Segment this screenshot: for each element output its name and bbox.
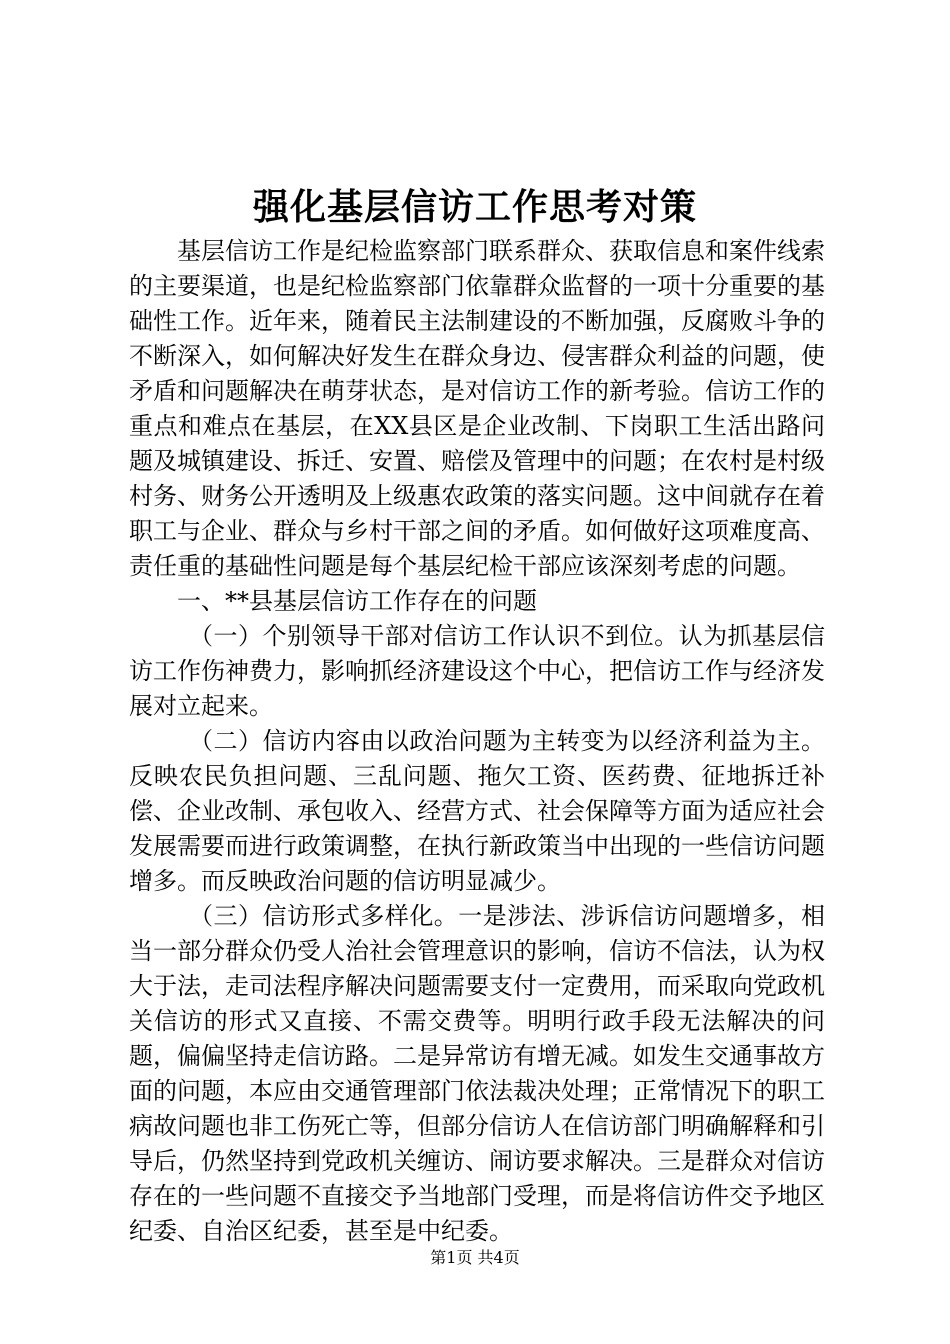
page-footer: 第1页 共4页 [430, 1248, 520, 1267]
point-one-paragraph: （一）个别领导干部对信访工作认识不到位。认为抓基层信访工作伤神费力，影响抓经济建设这个中心，把信访工作与经济发展对立起来。 [129, 622, 825, 720]
document-title: 强化基层信访工作思考对策 [252, 186, 697, 228]
point-three-paragraph: （三）信访形式多样化。一是涉法、涉诉信访问题增多，相当一部分群众仍受人治社会管理意识的影响，信访不信法，认为权大于法，走司法程序解决问题需要支付一定费用，而采取向党政机关信访的形式又直接、不需交费等。明明行政手段无法解决的问题，偏偏坚持走信访路。二是异常访有增无减。如发生交通事故方面的问题，本应由交通管理部门依法裁决处理；正常情况下的职工病故问题也非工伤死亡等，但部分信访人在信访部门明确解释和引导后，仍然坚持到党政机关缠访、闹访要求解决。三是群众对信访存在的一些问题不直接交予当地部门受理，而是将信访件交予地区纪委、自治区纪委，甚至是中纪委。 [129, 902, 825, 1245]
point-two-paragraph: （二）信访内容由以政治问题为主转变为以经济利益为主。反映农民负担问题、三乱问题、拖欠工资、医药费、征地拆迁补偿、企业改制、承包收入、经营方式、社会保障等方面为适应社会发展需要而进行政策调整，在执行新政策当中出现的一些信访问题增多。而反映政治问题的信访明显减少。 [129, 727, 825, 895]
intro-paragraph: 基层信访工作是纪检监察部门联系群众、获取信息和案件线索的主要渠道，也是纪检监察部门依靠群众监督的一项十分重要的基础性工作。近年来，随着民主法制建设的不断加强，反腐败斗争的不断深入，如何解决好发生在群众身边、侵害群众利益的问题，使矛盾和问题解决在萌芽状态，是对信访工作的新考验。信访工作的重点和难点在基层，在XX县区是企业改制、下岗职工生活出路问题及城镇建设、拆迁、安置、赔偿及管理中的问题；在农村是村级村务、财务公开透明及上级惠农政策的落实问题。这中间就存在着职工与企业、群众与乡村干部之间的矛盾。如何做好这项难度高、责任重的基础性问题是每个基层纪检干部应该深刻考虑的问题。 [129, 237, 825, 580]
document-body [129, 234, 825, 1249]
section-heading: 一、**县基层信访工作存在的问题 [177, 587, 537, 615]
